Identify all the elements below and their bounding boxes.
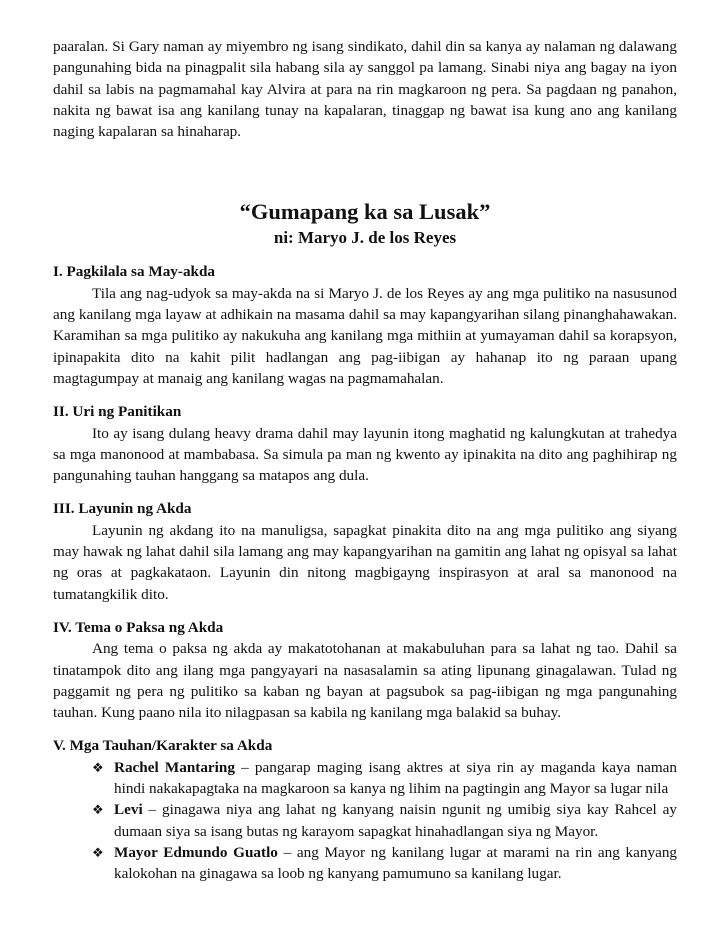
character-name: Mayor Edmundo Guatlo xyxy=(114,843,278,861)
document-author: ni: Maryo J. de los Reyes xyxy=(273,228,457,248)
section-body: Layunin ng akdang ito na manuligsa, sapagkat pinakita dito na ang mga pulitiko ang siyang may hawak ng lahat dahil sila lamang ang may kapangyarihan na gamitin ang lahat ng opisyal sa lahat ng oras at pagkakataon. Layunin din nitong magbigayng inspirasyon at aral sa manonood na tumatangkilik dito. xyxy=(53,521,677,603)
section-heading: III. Layunin ng Akda xyxy=(53,500,192,518)
section-author-profile xyxy=(53,261,677,389)
diamond-star-bullet-icon: ❖ xyxy=(92,759,104,775)
document-page xyxy=(53,36,677,885)
section-characters xyxy=(53,735,677,884)
document-title: “Gumapang ka sa Lusak” xyxy=(239,199,491,225)
section-literary-type xyxy=(53,401,677,486)
character-description: – ginagawa niya ang lahat ng kanyang naisin ngunit ng umibig siya kay Rahcel ay dumaan siya sa isang butas ng karayom sapagkat hinahadlangan siya ng Mayor. xyxy=(114,801,677,840)
diamond-star-bullet-icon: ❖ xyxy=(92,844,104,860)
list-item xyxy=(92,757,677,800)
character-list xyxy=(53,757,677,885)
title-block xyxy=(53,198,677,249)
section-body: Ito ay isang dulang heavy drama dahil may layunin itong maghatid ng kalungkutan at trahedya sa mga manonood at mambabasa. Sa simula pa man ng kwento ay ipinakita na dito ang paghihirap ng pangunahing tauhan hanggang sa matapos ang dula. xyxy=(53,424,677,485)
section-body: Ang tema o paksa ng akda ay makatotohanan at makabuluhan para sa lahat ng tao. Dahil sa tinatampok dito ang ilang mga pangyayari na nasasalamin sa ating lipunang ginagalawan. Tulad ng paggamit ng pera ng pulitiko sa kaban ng bayan at pagsubok sa pag-iibigan ng mga pangunahing tauhan. Kung paano nila ito nilagpasan sa kabila ng kanilang mga balakid sa buhay. xyxy=(53,640,677,722)
list-item xyxy=(92,799,677,842)
section-heading: I. Pagkilala sa May-akda xyxy=(53,263,216,281)
character-description: – ang Mayor ng kanilang lugar at marami na rin ang kanyang kalokohan na ginagawa sa loob ng kanyang pamumuno sa kanilang lugar. xyxy=(114,843,678,883)
section-heading: II. Uri ng Panitikan xyxy=(53,403,182,421)
character-name: Levi xyxy=(114,801,143,819)
section-heading: V. Mga Tauhan/Karakter sa Akda xyxy=(53,737,273,755)
intro-paragraph: paaralan. Si Gary naman ay miyembro ng isang sindikato, dahil din sa kanya ay nalaman ng dalawang pangunahing bida na pinagpalit sila habang sila ay sanggol pa lamang. Sinabi niya ang bagay na iyon dahil sa labis na pagmamahal kay Alvira at para na rin magkaroon ng pera. Sa pagdaan ng panahon, nakita ng bawat isa ang kanilang tunay na kapalaran, tinaggap ng bawat isa kung ano ang kanilang naging kapalaran sa hinaharap. xyxy=(53,38,677,141)
character-name: Rachel Mantaring xyxy=(114,758,235,776)
section-theme xyxy=(53,617,677,723)
section-purpose xyxy=(53,498,677,604)
list-item xyxy=(92,842,677,885)
character-description: – pangarap maging isang aktres at siya rin ay maganda kaya naman hindi nakakapagtaka na magkaroon sa kanya ng lihim na pagtingin ang Mayor sa lugar nila xyxy=(114,758,677,798)
section-body: Tila ang nag-udyok sa may-akda na si Maryo J. de los Reyes ay ang mga pulitiko na nasusunod ang kanilang mga layaw at adhikain na masama dahil sa may kapangyarihan silang pinanghahawakan. Karamihan sa mga pulitiko ay nakukuha ang kanilang mga mithiin at yumayaman dahil sa korapsyon, ipinapakita dito na kahit pilit hadlangan ang pag-iibigan ay hahanap ito ng paraan upang magtagumpay at manaig ang kanilang wagas na pagmamahalan. xyxy=(53,284,677,387)
section-heading: IV. Tema o Paksa ng Akda xyxy=(53,618,224,636)
diamond-star-bullet-icon: ❖ xyxy=(92,802,104,818)
